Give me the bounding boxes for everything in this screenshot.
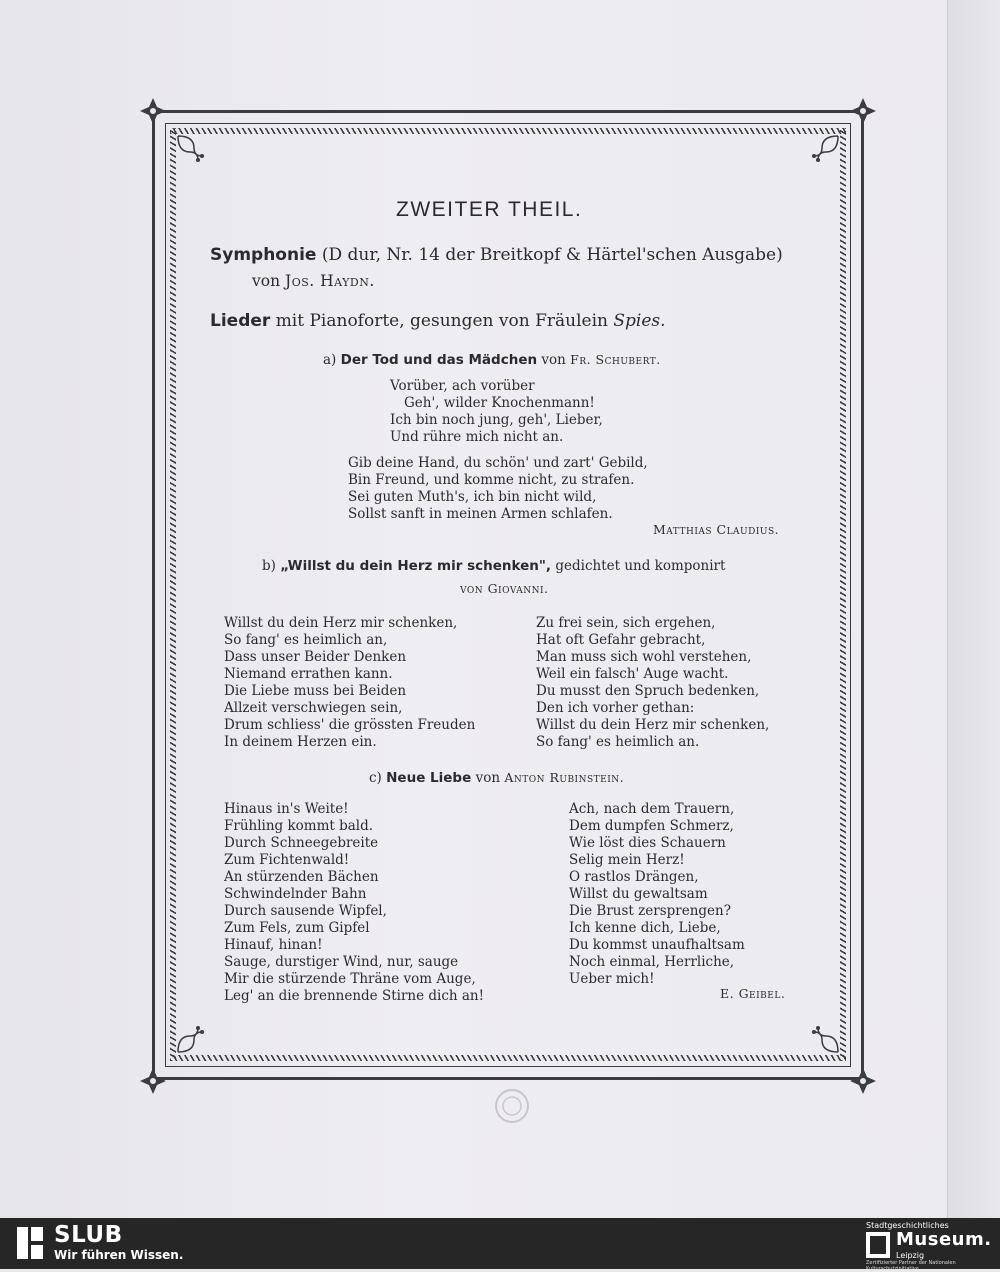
museum-note: Zertifizierter Partner der Nationalen Kulturschutzinitiative bbox=[866, 1260, 956, 1272]
verse-line: Sauge, durstiger Wind, nur, sauge bbox=[224, 954, 459, 970]
library-stamp-icon bbox=[494, 1088, 530, 1124]
song-a-composer: Fr. Schubert. bbox=[570, 352, 661, 367]
verse-line: Gib deine Hand, du schön' und zart' Gebild, bbox=[348, 455, 648, 471]
verse-line: O rastlos Drängen, bbox=[569, 869, 699, 885]
verse-line: Ueber mich! bbox=[569, 971, 655, 987]
song-a-stanza-1 bbox=[390, 378, 603, 446]
slub-tagline: Wir führen Wissen. bbox=[54, 1248, 184, 1262]
museum-city: Leipzig bbox=[896, 1251, 925, 1260]
verse-line: Ich bin noch jung, geh', Lieber, bbox=[390, 412, 603, 428]
section-heading: ZWEITER THEIL. bbox=[396, 198, 583, 221]
song-c-title: Neue Liebe bbox=[386, 770, 472, 786]
corner-ornament-icon bbox=[849, 97, 877, 125]
corner-ornament-icon bbox=[139, 97, 167, 125]
verse-line: Selig mein Herz! bbox=[569, 852, 685, 868]
verse-line: Noch einmal, Herrliche, bbox=[569, 954, 735, 970]
symphonie-line bbox=[210, 245, 783, 265]
corner-ornament-icon bbox=[139, 1067, 167, 1095]
verse-line: Zum Fels, zum Gipfel bbox=[224, 920, 370, 936]
museum-subtitle: Stadtgeschichtliches bbox=[866, 1221, 949, 1230]
verse-line: Weil ein falsch' Auge wacht. bbox=[536, 666, 729, 682]
verse-line: Den ich vorher gethan: bbox=[536, 700, 695, 716]
verse-line: Hinauf, hinan! bbox=[224, 937, 323, 953]
verse-line: Dem dumpfen Schmerz, bbox=[569, 818, 734, 834]
verse-line: Zu frei sein, sich ergehen, bbox=[536, 615, 716, 631]
slub-logo-icon[interactable] bbox=[16, 1226, 44, 1260]
lieder-line bbox=[210, 311, 666, 331]
verse-line: Vorüber, ach vorüber bbox=[390, 378, 535, 394]
symphonie-composer-line bbox=[252, 272, 375, 290]
verse-line: Durch sausende Wipfel, bbox=[224, 903, 387, 919]
song-c-marker: c) bbox=[369, 770, 382, 786]
verse-line: Dass unser Beider Denken bbox=[224, 649, 407, 665]
verse-line: Willst du dein Herz mir schenken, bbox=[536, 717, 770, 733]
song-b-marker: b) bbox=[262, 558, 276, 574]
verse-line: Man muss sich wohl verstehen, bbox=[536, 649, 752, 665]
symphonie-by: von bbox=[252, 272, 281, 290]
song-a-poet: Matthias Claudius. bbox=[653, 522, 780, 537]
song-b-title: „Willst du dein Herz mir schenken", bbox=[280, 558, 552, 574]
song-a-heading bbox=[323, 352, 661, 368]
song-a-by: von bbox=[541, 352, 566, 368]
song-b-heading bbox=[262, 558, 725, 574]
verse-line: Sollst sanft in meinen Armen schlafen. bbox=[348, 506, 613, 522]
song-a-stanza-2 bbox=[348, 455, 648, 523]
verse-line: So fang' es heimlich an. bbox=[536, 734, 700, 750]
corner-ornament-icon bbox=[849, 1067, 877, 1095]
verse-line: Und rühre mich nicht an. bbox=[390, 429, 564, 445]
verse-line: Schwindelnder Bahn bbox=[224, 886, 367, 902]
footer-bar bbox=[0, 1218, 1000, 1272]
verse-line: Willst du gewaltsam bbox=[569, 886, 708, 902]
flourish-icon bbox=[804, 134, 840, 170]
song-a-marker: a) bbox=[323, 352, 337, 368]
song-c-heading bbox=[369, 770, 624, 786]
symphonie-composer: Jos. Haydn. bbox=[285, 272, 375, 290]
flourish-icon bbox=[176, 134, 212, 170]
verse-line: Geh', wilder Knochenmann! bbox=[404, 395, 595, 411]
rope-border-right bbox=[840, 128, 846, 1061]
flourish-icon bbox=[804, 1018, 840, 1054]
slub-brand[interactable]: SLUB bbox=[54, 1222, 123, 1248]
song-c-by: von bbox=[475, 770, 501, 786]
verse-line: Allzeit verschwiegen sein, bbox=[224, 700, 403, 716]
song-c-left-stanza bbox=[224, 801, 484, 1005]
rope-border-bottom bbox=[170, 1055, 846, 1061]
rope-border-left bbox=[170, 128, 176, 1061]
verse-line: Hinaus in's Weite! bbox=[224, 801, 349, 817]
verse-line: Du musst den Spruch bedenken, bbox=[536, 683, 760, 699]
song-a-title: Der Tod und das Mädchen bbox=[340, 352, 538, 368]
verse-line: Die Brust zersprengen? bbox=[569, 903, 731, 919]
verse-line: Wie löst dies Schauern bbox=[569, 835, 726, 851]
song-c-right-stanza bbox=[569, 801, 745, 988]
verse-line: Ich kenne dich, Liebe, bbox=[569, 920, 721, 936]
lieder-singer: Spies. bbox=[613, 311, 666, 331]
adjacent-page-edge bbox=[947, 0, 1000, 1218]
lieder-label: Lieder bbox=[210, 311, 271, 331]
museum-logo-icon[interactable] bbox=[866, 1232, 890, 1258]
song-b-left-stanza bbox=[224, 615, 475, 751]
verse-line: Leg' an die brennende Stirne dich an! bbox=[224, 988, 485, 1004]
verse-line: Die Liebe muss bei Beiden bbox=[224, 683, 407, 699]
verse-line: Bin Freund, und komme nicht, zu strafen. bbox=[348, 472, 635, 488]
song-b-right-stanza bbox=[536, 615, 769, 751]
rope-border-top bbox=[170, 128, 846, 134]
verse-line: Du kommst unaufhaltsam bbox=[569, 937, 745, 953]
verse-line: Drum schliess' die grössten Freuden bbox=[224, 717, 476, 733]
verse-line: So fang' es heimlich an, bbox=[224, 632, 388, 648]
symphonie-text: (D dur, Nr. 14 der Breitkopf & Härtel'schen Ausgabe) bbox=[321, 245, 783, 265]
museum-name[interactable]: Museum. bbox=[896, 1229, 992, 1250]
song-c-composer: Anton Rubinstein. bbox=[504, 770, 625, 785]
song-c-poet: E. Geibel. bbox=[720, 986, 786, 1001]
verse-line: Durch Schneegebreite bbox=[224, 835, 379, 851]
verse-line: Ach, nach dem Trauern, bbox=[569, 801, 735, 817]
song-b-text: gedichtet und komponirt bbox=[555, 558, 726, 574]
verse-line: Niemand errathen kann. bbox=[224, 666, 393, 682]
flourish-icon bbox=[176, 1018, 212, 1054]
symphonie-label: Symphonie bbox=[210, 245, 317, 265]
verse-line: Frühling kommt bald. bbox=[224, 818, 374, 834]
song-b-author: von Giovanni. bbox=[460, 581, 549, 596]
verse-line: Willst du dein Herz mir schenken, bbox=[224, 615, 458, 631]
verse-line: Zum Fichtenwald! bbox=[224, 852, 350, 868]
verse-line: Mir die stürzende Thräne vom Auge, bbox=[224, 971, 476, 987]
verse-line: In deinem Herzen ein. bbox=[224, 734, 377, 750]
verse-line: Hat oft Gefahr gebracht, bbox=[536, 632, 706, 648]
verse-line: An stürzenden Bächen bbox=[224, 869, 379, 885]
verse-line: Sei guten Muth's, ich bin nicht wild, bbox=[348, 489, 597, 505]
lieder-text: mit Pianoforte, gesungen von Fräulein bbox=[275, 311, 608, 331]
